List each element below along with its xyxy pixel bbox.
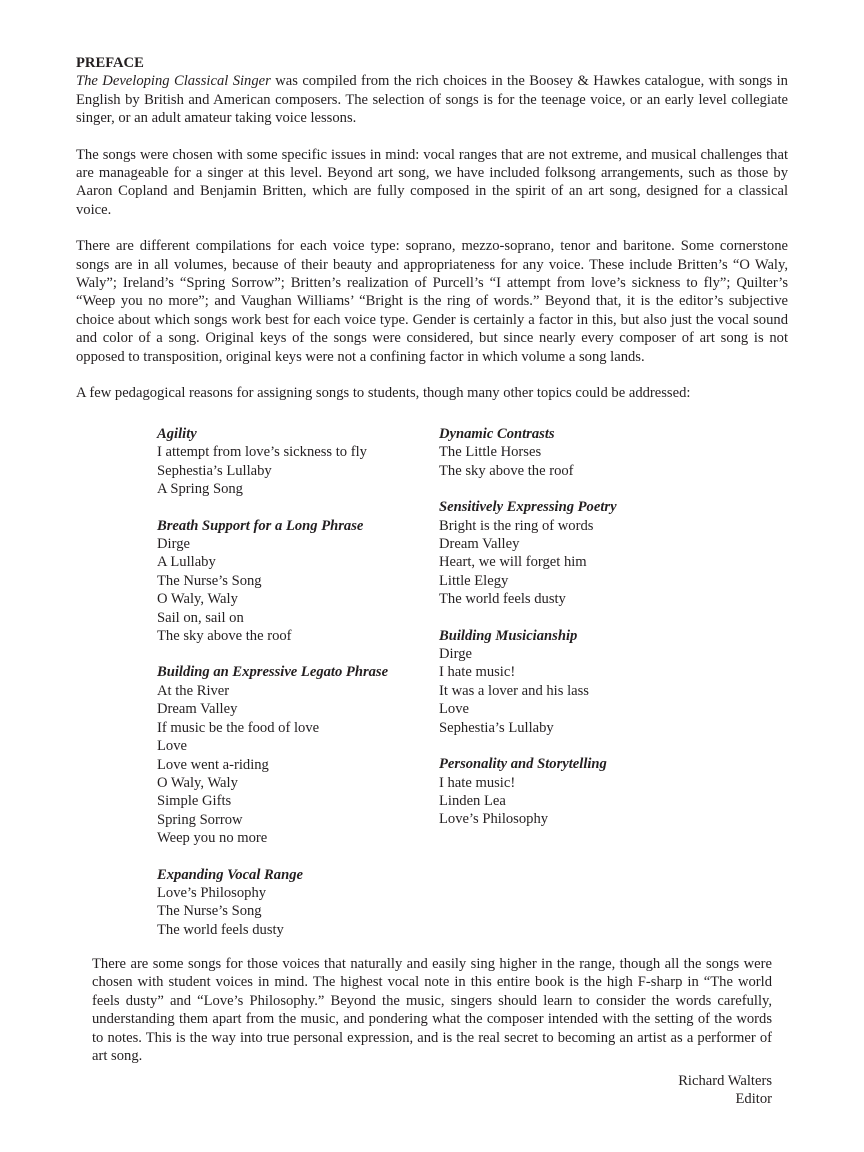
category-title: Sensitively Expressing Poetry — [439, 499, 617, 516]
song-title: Little Elegy — [439, 572, 509, 589]
preface-section — [76, 54, 788, 403]
category-block — [439, 425, 719, 480]
song-title: A Lullaby — [157, 554, 216, 571]
song-title: Love went a-riding — [157, 756, 269, 773]
category-block — [439, 627, 719, 737]
song-title: Dirge — [157, 536, 190, 553]
category-title: Personality and Storytelling — [439, 756, 607, 773]
category-title: Agility — [157, 426, 197, 442]
song-title: The world feels dusty — [439, 591, 566, 608]
category-title: Breath Support for a Long Phrase — [157, 517, 364, 534]
preface-paragraph-3: There are different compilations for each voice type: soprano, mezzo-soprano, tenor and baritone. Some cornerstone songs are in all volumes, because of their beauty and appropriateness for any voice. These include Britten’s “O Waly, Waly”; Ireland’s “Spring Sorrow”; Britten’s realization of Purcell’s “I attempt from love’s sickness to fly”; Quilter’s “Weep you no more”; and Vaughan Williams’ “Bright is the ring of words.” Beyond that, it is the editor’s subjective choice about which songs work best for each voice type. Gender is certainly a factor in this, but also just the vocal sound and color of a song. Original keys of the songs were considered, but since nearly every composer of art song is not opposed to transposition, original keys were not a confining factor in which volume a song lands. — [76, 238, 788, 365]
song-title: The Nurse’s Song — [157, 903, 262, 920]
editor-role: Editor — [735, 1091, 772, 1108]
song-title: Love’s Philosophy — [439, 811, 549, 828]
song-title: The Nurse’s Song — [157, 572, 262, 589]
song-title: Dream Valley — [439, 536, 520, 553]
song-title: It was a lover and his lass — [439, 682, 589, 699]
song-title: Bright is the ring of words — [439, 517, 594, 534]
song-title: Weep you no more — [157, 830, 268, 847]
song-title: Sail on, sail on — [157, 609, 244, 626]
category-title: Building Musicianship — [439, 627, 578, 644]
category-block — [157, 663, 437, 847]
editor-name: Richard Walters — [678, 1073, 772, 1089]
signature-block — [678, 1072, 772, 1109]
song-title: Spring Sorrow — [157, 811, 243, 828]
song-title: I hate music! — [439, 664, 516, 681]
category-column-left — [157, 425, 437, 957]
song-title: Sephestia’s Lullaby — [157, 462, 272, 479]
song-title: Simple Gifts — [157, 793, 232, 810]
song-title: O Waly, Waly — [157, 774, 238, 791]
song-title: Heart, we will forget him — [439, 554, 587, 571]
preface-paragraph-4: A few pedagogical reasons for assigning songs to students, though many other topics could be addressed: — [76, 385, 691, 402]
category-block — [157, 517, 437, 646]
song-title: The sky above the roof — [439, 462, 574, 479]
preface-heading: PREFACE — [76, 55, 144, 71]
song-title: Dream Valley — [157, 701, 238, 718]
book-title: The Developing Classical Singer — [76, 73, 271, 90]
song-title: Love — [439, 701, 469, 718]
song-title: O Waly, Waly — [157, 591, 238, 608]
category-block — [157, 866, 437, 940]
song-title: The sky above the roof — [157, 628, 292, 645]
song-title: The Little Horses — [439, 444, 542, 461]
song-title: A Spring Song — [157, 481, 243, 498]
song-title: Love — [157, 738, 187, 755]
song-title: The world feels dusty — [157, 921, 284, 938]
song-title: At the River — [157, 682, 230, 699]
category-title: Dynamic Contrasts — [439, 426, 555, 442]
closing-paragraph: There are some songs for those voices that naturally and easily sing higher in the range, though all the songs were chosen with student voices in mind. The highest vocal note in this entire book is the high F-sharp in “The world feels dusty” and “Love’s Philosophy.” Beyond the music, singers should learn to consider the words carefully, understanding them apart from the music, and pondering what the composer intended with the setting of the words to notes. This is the way into true personal expression, and is the real secret to becoming an artist as a performer of art song. — [92, 956, 772, 1065]
song-title: Dirge — [439, 646, 472, 663]
song-title: I attempt from love’s sickness to fly — [157, 444, 367, 461]
song-title: I hate music! — [439, 774, 516, 791]
category-block — [157, 425, 437, 499]
category-title: Building an Expressive Legato Phrase — [157, 664, 389, 681]
category-block — [439, 755, 719, 829]
preface-paragraph-2: The songs were chosen with some specific issues in mind: vocal ranges that are not extreme, and musical challenges that are manageable for a singer at this level. Beyond art song, we have included folksong arrangements, such as those by Aaron Copland and Benjamin Britten, which are fully composed in the spirit of an art song, designed for a classical voice. — [76, 146, 788, 218]
song-title: Sephestia’s Lullaby — [439, 719, 554, 736]
song-title: Love’s Philosophy — [157, 884, 267, 901]
category-column-right — [439, 425, 719, 847]
song-title: Linden Lea — [439, 792, 506, 809]
category-block — [439, 498, 719, 608]
song-title: If music be the food of love — [157, 719, 320, 736]
preface-paragraph-1-text: was compiled from the rich choices in the Boosey & Hawkes catalogue, with songs in English by British and American composers. The selection of songs is for the teenage voice, or an early level collegiate singer, or an adult amateur taking voice lessons. — [76, 73, 788, 127]
preface-paragraph-1 — [76, 72, 788, 127]
category-title: Expanding Vocal Range — [157, 866, 303, 883]
